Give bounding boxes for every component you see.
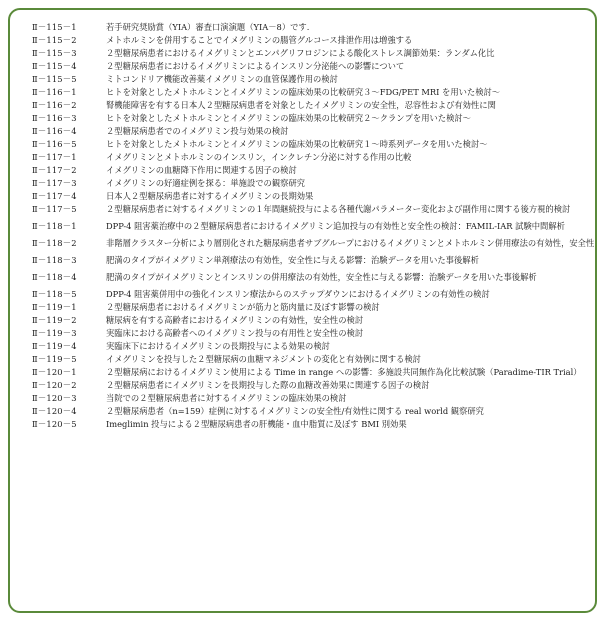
list-item: [32, 393, 600, 406]
abstract-title: ２型糖尿病患者（n=159）症例に対するイメグリミンの安全性/有効性に関する real world 観察研究: [106, 406, 484, 416]
abstract-title: 糖尿病を有する高齢者におけるイメグリミンの有効性，安全性の検討: [106, 315, 364, 325]
abstract-code: Ⅱ－117－4: [32, 191, 77, 201]
abstract-code: Ⅱ－116－3: [32, 113, 77, 123]
abstract-code: Ⅱ－115－5: [32, 74, 77, 84]
abstract-code: Ⅱ－115－4: [32, 61, 77, 71]
abstract-code: Ⅱ－115－2: [32, 35, 77, 45]
list-item: [32, 152, 600, 165]
abstract-code: Ⅱ－116－2: [32, 100, 77, 110]
abstract-title: DPP-4 阻害薬治療中の２型糖尿病患者におけるイメグリミン追加投与の有効性と安全性の検討：FAMIL-IAR 試験中間解析: [106, 221, 565, 231]
list-item: [32, 238, 600, 255]
list-item: [32, 165, 600, 178]
list-item: [32, 406, 600, 419]
list-item: [32, 48, 600, 61]
list-item: [32, 289, 600, 302]
abstract-code: Ⅱ－116－1: [32, 87, 77, 97]
abstract-title: DPP-4 阻害薬併用中の強化インスリン療法からのステップダウンにおけるイメグリミンの有効性の検討: [106, 289, 490, 299]
abstract-title: ミトコンドリア機能改善薬イメグリミンの血管保護作用の検討: [106, 74, 338, 84]
list-item: [32, 367, 600, 380]
abstract-code: Ⅱ－117－5: [32, 204, 77, 214]
abstract-code: Ⅱ－118－5: [32, 289, 77, 299]
list-item: [32, 255, 600, 272]
list-item: [32, 272, 600, 289]
abstract-title: 非階層クラスター分析により層別化された糖尿病患者サブグループにおけるイメグリミンとメトホルミン併用療法の有効性，安全性: [106, 238, 595, 248]
abstract-title: 腎機能障害を有する日本人２型糖尿病患者を対象としたイメグリミンの安全性，忍容性および有効性に関: [106, 100, 496, 110]
abstract-code: Ⅱ－120－1: [32, 367, 77, 377]
list-item: [32, 221, 600, 238]
abstract-code: Ⅱ－115－3: [32, 48, 77, 58]
abstract-code: Ⅱ－119－2: [32, 315, 77, 325]
abstract-code: Ⅱ－117－1: [32, 152, 77, 162]
abstract-title: メトホルミンを併用することでイメグリミンの腸管グルコース排泄作用は増強する: [106, 35, 413, 45]
abstract-code: Ⅱ－117－2: [32, 165, 77, 175]
list-item: [32, 315, 600, 328]
abstract-title: イメグリミンの血糖降下作用に関連する因子の検討: [106, 165, 297, 175]
abstract-title: ヒトを対象としたメトホルミンとイメグリミンの臨床効果の比較研究１〜時系列データを用いた検討〜: [106, 139, 488, 149]
abstract-code: Ⅱ－115－1: [32, 22, 77, 32]
abstract-code: Ⅱ－116－4: [32, 126, 77, 136]
abstract-title: ヒトを対象としたメトホルミンとイメグリミンの臨床効果の比較研究２〜クランプを用いた検討〜: [106, 113, 471, 123]
abstract-title: ２型糖尿病患者におけるイメグリミンによるインスリン分泌能への影響について: [106, 61, 405, 71]
abstract-code: Ⅱ－117－3: [32, 178, 77, 188]
abstract-title: 実臨床における高齢者へのイメグリミン投与の有用性と安全性の検討: [106, 328, 364, 338]
list-item: [32, 113, 600, 126]
abstract-code: Ⅱ－118－3: [32, 255, 77, 265]
abstract-title: ヒトを対象としたメトホルミンとイメグリミンの臨床効果の比較研究３〜FDG/PET MRI を用いた検討〜: [106, 87, 501, 97]
abstract-code: Ⅱ－119－4: [32, 341, 77, 351]
list-item: [32, 139, 600, 152]
abstract-title: イメグリミンとメトホルミンのインスリン，インクレチン分泌に対する作用の比較: [106, 152, 412, 162]
abstract-code: Ⅱ－120－3: [32, 393, 77, 403]
abstract-title: ２型糖尿病患者でのイメグリミン投与効果の検討: [106, 126, 289, 136]
list-item: [32, 100, 600, 113]
abstract-code: Ⅱ－120－4: [32, 406, 77, 416]
abstract-title: ２型糖尿病患者におけるイメグリミンとエンパグリフロジンによる酸化ストレス調節効果：ランダム化比: [106, 48, 495, 58]
list-item: [32, 302, 600, 315]
list-item: [32, 354, 600, 367]
abstract-title: 実臨床下におけるイメグリミンの長期投与による効果の検討: [106, 341, 330, 351]
abstract-code: Ⅱ－119－1: [32, 302, 77, 312]
abstract-code: Ⅱ－120－5: [32, 419, 77, 429]
abstract-code: Ⅱ－119－3: [32, 328, 77, 338]
abstract-title: ２型糖尿病におけるイメグリミン使用による Time in range への影響：多施設共同無作為化比較試験（Paradime-TIR Trial）: [106, 367, 582, 377]
list-item: [32, 35, 600, 48]
abstract-title: Imeglimin 投与による２型糖尿病患者の肝機能・血中脂質に及ぼす BMI 別効果: [106, 419, 407, 429]
abstract-list-frame: [8, 8, 597, 613]
list-item: [32, 87, 600, 100]
abstract-title: ２型糖尿病患者におけるイメグリミンが筋力と筋肉量に及ぼす影響の検討: [106, 302, 380, 312]
list-item: [32, 61, 600, 74]
abstract-title: ２型糖尿病患者に対するイメグリミンの１年間継続投与による各種代謝パラメーター変化および副作用に関する後方視的検討: [106, 204, 571, 214]
abstract-title: 日本人２型糖尿病患者に対するイメグリミンの長期効果: [106, 191, 314, 201]
abstract-code: Ⅱ－118－2: [32, 238, 77, 248]
abstract-code: Ⅱ－118－1: [32, 221, 77, 231]
list-item: [32, 341, 600, 354]
list-item: [32, 22, 600, 35]
list-item: [32, 74, 600, 87]
abstract-title: イメグリミンの好適症例を探る：単施設での観察研究: [106, 178, 306, 188]
abstract-title: 肥満のタイプがイメグリミン単剤療法の有効性，安全性に与える影響：治験データを用いた事後解析: [106, 255, 479, 265]
list-item: [32, 191, 600, 204]
abstract-code: Ⅱ－116－5: [32, 139, 77, 149]
list-item: [32, 328, 600, 341]
list-item: [32, 126, 600, 139]
list-item: [32, 178, 600, 191]
abstract-code: Ⅱ－119－5: [32, 354, 77, 364]
abstract-code: Ⅱ－118－4: [32, 272, 77, 282]
list-item: [32, 204, 600, 221]
abstract-code: Ⅱ－120－2: [32, 380, 77, 390]
abstract-title: 当院での２型糖尿病患者に対するイメグリミンの臨床効果の検討: [106, 393, 347, 403]
list-item: [32, 419, 600, 432]
abstract-title: 肥満のタイプがイメグリミンとインスリンの併用療法の有効性，安全性に与える影響：治験データを用いた事後解析: [106, 272, 537, 282]
list-item: [32, 380, 600, 393]
abstract-title: 若手研究奨励賞（YIA）審査口演演題（YIA－8）です.: [106, 22, 310, 32]
abstract-list: [32, 22, 600, 432]
abstract-title: ２型糖尿病患者にイメグリミンを長期投与した際の血糖改善効果に関連する因子の検討: [106, 380, 430, 390]
abstract-title: イメグリミンを投与した２型糖尿病の血糖マネジメントの変化と有効例に関する検討: [106, 354, 421, 364]
